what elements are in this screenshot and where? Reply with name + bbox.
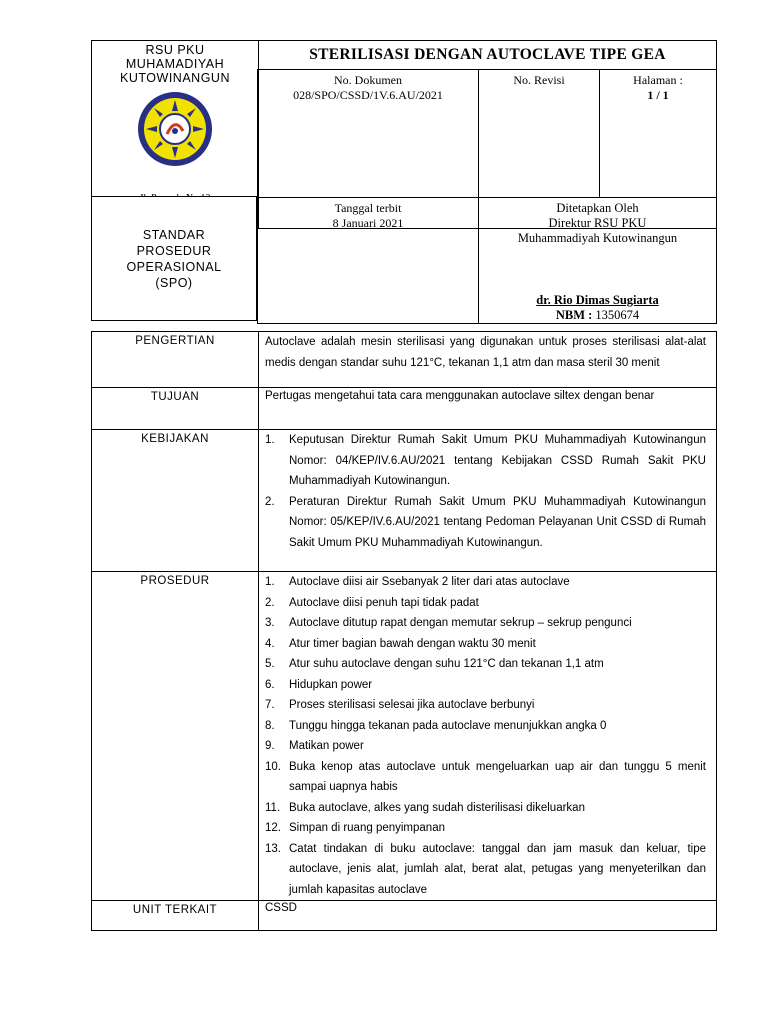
page-label: Halaman : [633, 73, 683, 87]
prosedur-item-text: Simpan di ruang penyimpanan [289, 822, 445, 834]
prosedur-list [259, 572, 717, 901]
prosedur-item-number: 6. [265, 678, 275, 691]
nbm-label: NBM : [555, 308, 593, 322]
signatory-name: dr. Rio Dimas Sugiarta [536, 293, 659, 307]
pengertian-text: Autoclave adalah mesin sterilisasi yang digunakan untuk proses sterilisasi alat-alat medis dengan standar suhu 121°C, tekanan 1,1 atm dan masa steril 30 menit [259, 332, 717, 388]
pengertian-label: PENGERTIAN [92, 332, 259, 388]
doc-number-cell [258, 70, 479, 198]
page-cell [600, 70, 717, 198]
nbm-value: 1350674 [592, 308, 640, 322]
prosedur-item-text: Atur timer bagian bawah dengan waktu 30 menit [289, 637, 536, 650]
approver-org: Muhammadiyah Kutowinangun [517, 231, 678, 245]
kebijakan-label: KEBIJAKAN [92, 430, 259, 572]
prosedur-item-number: 3. [265, 617, 275, 629]
prosedur-label: PROSEDUR [92, 572, 259, 901]
prosedur-item-number: 10. [265, 760, 281, 773]
prosedur-item [265, 839, 706, 901]
prosedur-item-number: 11. [265, 801, 281, 814]
approver-title: Direktur RSU PKU [548, 216, 647, 230]
prosedur-item [265, 736, 706, 757]
prosedur-item [265, 818, 706, 839]
kebijakan-item [265, 430, 706, 492]
prosedur-item-text: Atur suhu autoclave dengan suhu 121°C dan tekanan 1,1 atm [289, 658, 604, 670]
spo-cell [91, 196, 257, 321]
kebijakan-item-text: Keputusan Direktur Rumah Sakit Umum PKU Muhammadiyah Kutowinangun Nomor: 04/KEP/IV.6.AU/2021 tentang Kebijakan CSSD Rumah Sakit PKU Muhammadiyah Kutowinangun. [289, 434, 706, 487]
doc-number-label: No. Dokumen [334, 73, 402, 87]
prosedur-item [265, 634, 706, 655]
document-title: STERILISASI DENGAN AUTOCLAVE TIPE GEA [309, 46, 666, 63]
prosedur-item-number: 9. [265, 740, 275, 752]
hospital-logo-icon [137, 91, 213, 167]
prosedur-item-number: 12. [265, 822, 281, 834]
prosedur-item-text: Proses sterilisasi selesai jika autoclave berbunyi [289, 699, 535, 711]
prosedur-item [265, 716, 706, 737]
unit-terkait-label: UNIT TERKAIT [92, 901, 259, 931]
issue-date-value: 8 Januari 2021 [332, 216, 404, 230]
prosedur-item [265, 757, 706, 798]
prosedur-item-text: Matikan power [289, 740, 364, 752]
prosedur-item [265, 613, 706, 634]
prosedur-item-text: Autoclave diisi air Ssebanyak 2 liter dari atas autoclave [289, 576, 570, 588]
nbm-line [479, 308, 716, 323]
tujuan-label: TUJUAN [92, 388, 259, 430]
tujuan-text: Pertugas mengetahui tata cara menggunakan autoclave siltex dengan benar [259, 388, 717, 430]
prosedur-item [265, 572, 706, 593]
approval-cell [479, 198, 717, 324]
approved-by-label: Ditetapkan Oleh [556, 201, 639, 215]
prosedur-item-number: 5. [265, 658, 275, 670]
prosedur-item-text: Catat tindakan di buku autoclave: tanggal dan jam masuk dan keluar, tipe autoclave, jenis alat, jumlah alat, berat alat, petugas yang menyeterilkan dan jumlah kapasitas autoclave [289, 842, 706, 896]
procedure-table [91, 331, 717, 931]
prosedur-item-text: Autoclave ditutup rapat dengan memutar sekrup – sekrup pengunci [289, 617, 632, 629]
prosedur-item-number: 1. [265, 576, 275, 588]
prosedur-item [265, 593, 706, 614]
prosedur-item [265, 695, 706, 716]
prosedur-item-number: 4. [265, 637, 275, 650]
header-info-table [257, 69, 717, 324]
unit-terkait-text: CSSD [259, 901, 717, 931]
kebijakan-item [265, 492, 706, 554]
prosedur-item [265, 675, 706, 696]
kebijakan-item-text: Peraturan Direktur Rumah Sakit Umum PKU Muhammadiyah Kutowinangun Nomor: 05/KEP/IV.6.AU/2021 tentang Pedoman Pelayanan Unit CSSD di Rumah Sakit Umum PKU Muhammadiyah Kutowinangun. [289, 495, 706, 549]
prosedur-item-text: Hidupkan power [289, 678, 373, 691]
revision-cell [479, 70, 600, 198]
spo-label: STANDAR PROSEDUR OPERASIONAL (SPO) [126, 228, 222, 290]
prosedur-item-number: 13. [265, 842, 281, 855]
kebijakan-item-number: 1. [265, 434, 275, 446]
prosedur-item [265, 798, 706, 819]
prosedur-item-text: Tunggu hingga tekanan pada autoclave menunjukkan angka 0 [289, 719, 607, 732]
hospital-name: RSU PKU MUHAMADIYAH KUTOWINANGUN [120, 43, 230, 85]
issue-date-label: Tanggal terbit [334, 201, 402, 215]
doc-number-value: 028/SPO/CSSD/1V.6.AU/2021 [293, 88, 443, 102]
prosedur-item-text: Buka autoclave, alkes yang sudah disterilisasi dikeluarkan [289, 801, 585, 814]
kebijakan-list [259, 430, 717, 572]
prosedur-item [265, 654, 706, 675]
prosedur-item-number: 2. [265, 596, 275, 609]
kebijakan-item-number: 2. [265, 495, 275, 508]
issue-date-cell [258, 198, 479, 324]
prosedur-item-text: Buka kenop atas autoclave untuk mengeluarkan uap air dan tunggu 5 menit sampai uapnya habis [289, 760, 706, 793]
page-value: 1 / 1 [647, 88, 669, 102]
prosedur-item-number: 8. [265, 719, 275, 732]
prosedur-item-text: Autoclave diisi penuh tapi tidak padat [289, 596, 479, 609]
revision-label: No. Revisi [513, 73, 565, 87]
prosedur-item-number: 7. [265, 699, 275, 711]
